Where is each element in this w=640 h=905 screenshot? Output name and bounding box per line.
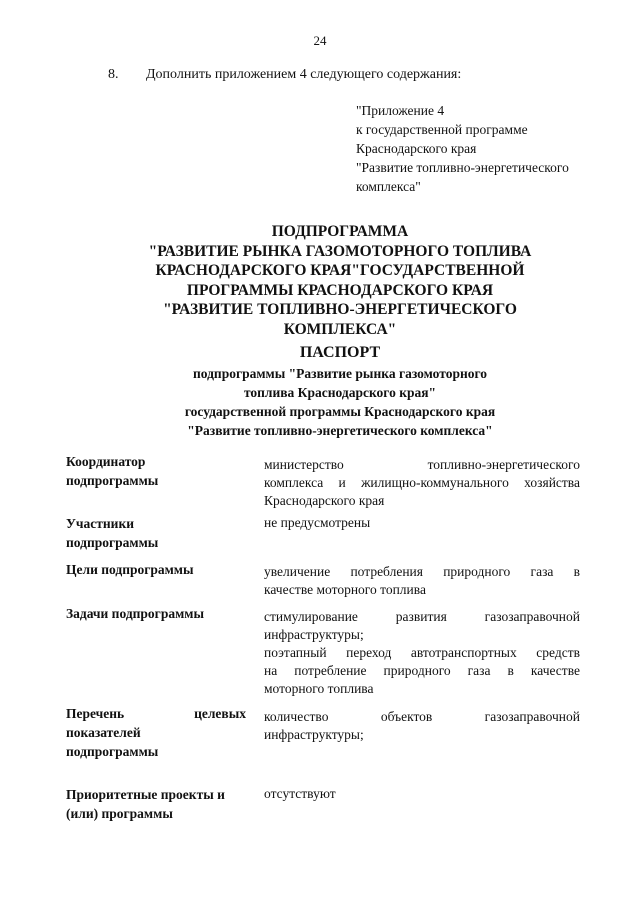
value-line: поэтапный переход автотранспортных средств (264, 645, 580, 660)
value-line: на потребление природного газа в качестве (264, 663, 580, 678)
appendix-line: "Развитие топливно-энергетического (356, 160, 569, 175)
title-line: ПРОГРАММЫ КРАСНОДАРСКОГО КРАЯ (186, 281, 494, 299)
page-number: 24 (313, 33, 327, 48)
label-line: (или) программы (66, 806, 173, 821)
title-line: КРАСНОДАРСКОГО КРАЯ"ГОСУДАРСТВЕННОЙ (155, 262, 525, 279)
passport-subtitle-line: подпрограммы "Развитие рынка газомоторного (192, 366, 488, 381)
appendix-line: "Приложение 4 (356, 103, 445, 118)
value-line: стимулирование развития газозаправочной (264, 609, 580, 624)
passport-subtitle-line: топлива Краснодарского края" (243, 385, 437, 400)
label-line: подпрограммы (66, 535, 159, 550)
row-label-indicators (66, 704, 246, 761)
row-label-goals (66, 560, 246, 579)
value-line: комплекса и жилищно-коммунального хозяйства (264, 475, 580, 490)
row-label-tasks (66, 604, 246, 623)
title-line: "РАЗВИТИЕ РЫНКА ГАЗОМОТОРНОГО ТОПЛИВА (148, 242, 532, 260)
value-line: увеличение потребления природного газа в (264, 564, 580, 579)
appendix-line: Краснодарского края (356, 141, 477, 156)
label-line: Приоритетные проекты и (66, 787, 225, 802)
label-line: показателей (66, 725, 141, 740)
label-line: Задачи подпрограммы (66, 606, 205, 621)
title-line: ПОДПРОГРАММА (271, 223, 409, 240)
label-line: Цели подпрограммы (66, 562, 194, 577)
row-label-priority-projects (66, 785, 246, 823)
value-line: инфраструктуры; (264, 727, 364, 742)
passport-subtitle-line: государственной программы Краснодарского края (184, 404, 496, 419)
appendix-line: к государственной программе (356, 122, 528, 137)
title-line: "РАЗВИТИЕ ТОПЛИВНО-ЭНЕРГЕТИЧЕСКОГО (163, 301, 517, 318)
appendix-reference (356, 101, 569, 196)
passport-subtitle (100, 364, 580, 440)
title-line: КОМПЛЕКСА" (283, 320, 397, 338)
value-line: качестве моторного топлива (264, 582, 426, 597)
value-line: количество объектов газозаправочной (264, 709, 580, 724)
row-value-indicators (264, 708, 580, 744)
value-line: министерство топливно-энергетического (264, 457, 580, 472)
row-value-goals (264, 563, 580, 599)
passport-heading: ПАСПОРТ (299, 344, 381, 361)
label-line: Перечень целевых (66, 706, 246, 721)
label-line: Координатор (66, 454, 146, 469)
value-line: не предусмотрены (264, 515, 371, 530)
appendix-line: комплекса" (356, 179, 421, 194)
subprogram-title (100, 222, 580, 339)
item-number: 8. (108, 67, 119, 82)
row-value-tasks (264, 608, 580, 698)
item-text: Дополнить приложением 4 следующего содержания: (146, 67, 462, 82)
row-label-participants (66, 514, 246, 552)
row-value-priority-projects (264, 785, 580, 803)
row-value-coordinator (264, 456, 580, 510)
label-line: подпрограммы (66, 473, 159, 488)
row-label-coordinator (66, 452, 246, 490)
value-line: отсутствуют (264, 786, 336, 801)
passport-subtitle-line: "Развитие топливно-энергетического комплекса" (187, 423, 493, 438)
row-value-participants (264, 514, 580, 532)
label-line: Участники (66, 516, 135, 531)
label-line: подпрограммы (66, 744, 159, 759)
value-line: инфраструктуры; (264, 627, 364, 642)
value-line: Краснодарского края (264, 493, 385, 508)
value-line: моторного топлива (264, 681, 374, 696)
